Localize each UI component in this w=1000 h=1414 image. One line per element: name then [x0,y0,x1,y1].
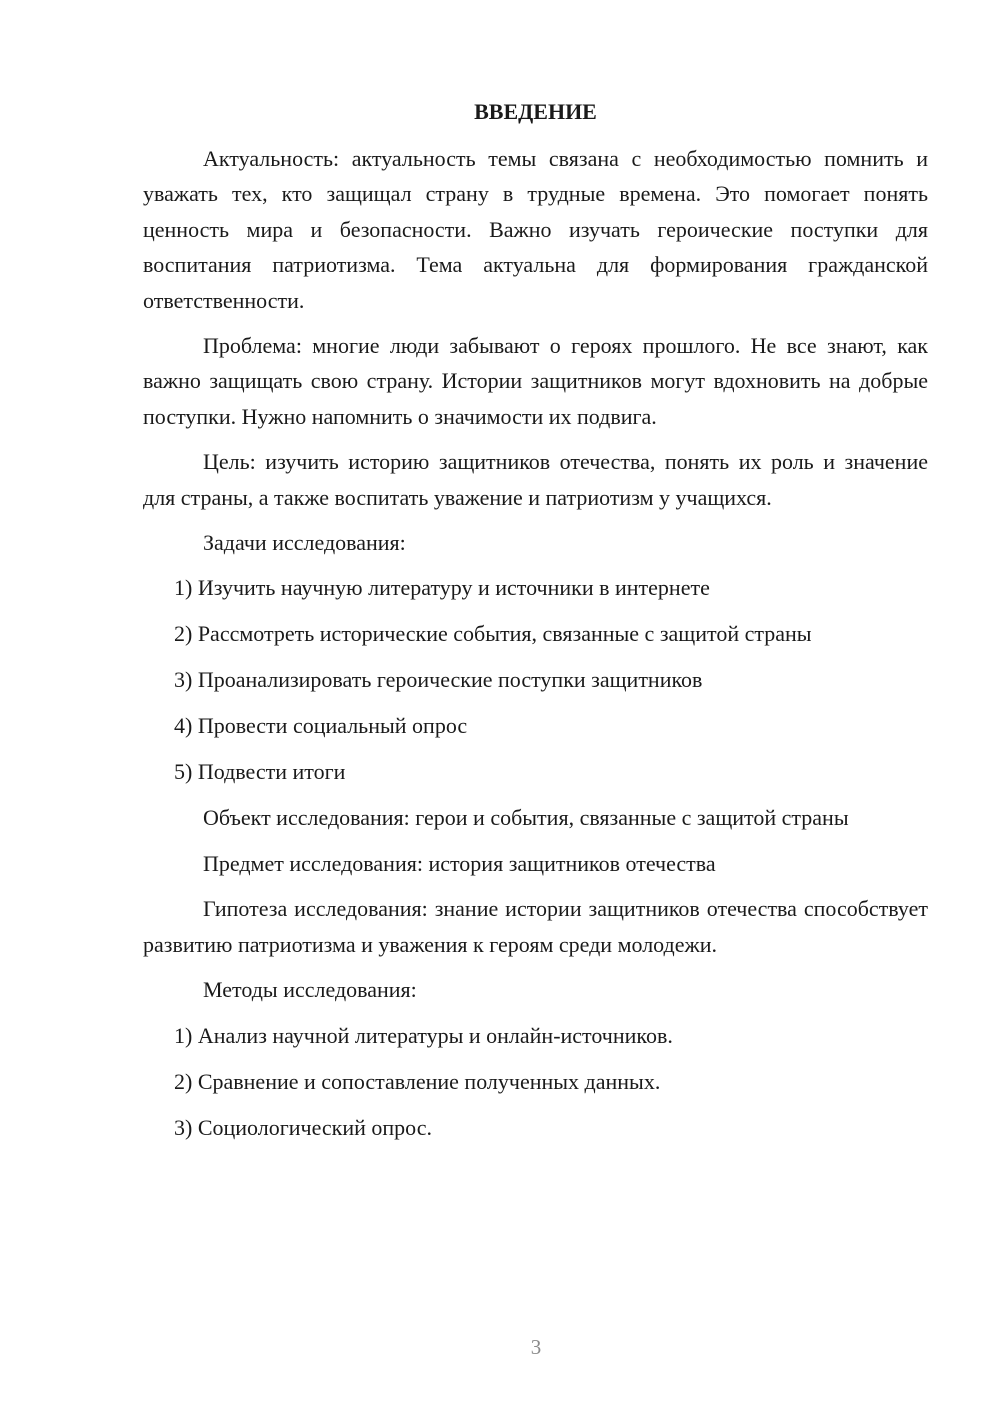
list-item: 1) Анализ научной литературы и онлайн-источников. [174,1022,673,1048]
list-item: 3) Социологический опрос. [174,1114,432,1140]
list-item: 5) Подвести итоги [174,759,346,785]
paragraph-object: Объект исследования: герои и события, связанные с защитой страны [203,805,849,831]
paragraph-problem: Проблема: многие люди забывают о героях прошлого. Не все знают, как важно защищать свою страну. Истории защитников могут вдохновить на добрые поступки. Нужно напомнить о значимости их подвига. [143,333,928,429]
list-item: 3) Проанализировать героические поступки защитников [174,667,703,693]
paragraph-hypothesis: Гипотеза исследования: знание истории защитников отечества способствует развитию патриотизма и уважения к героям среди молодежи. [143,896,928,957]
tasks-list [143,570,928,789]
methods-list [143,1018,928,1145]
paragraph-goal: Цель: изучить историю защитников отечества, понять их роль и значение для страны, а также воспитать уважение и патриотизм у учащихся. [143,449,928,510]
section-title: ВВЕДЕНИЕ [474,99,597,124]
list-item: 4) Провести социальный опрос [174,713,468,739]
list-item: 2) Сравнение и сопоставление полученных данных. [174,1068,661,1094]
page-content [143,94,928,1156]
tasks-heading: Задачи исследования: [203,530,406,556]
page-number: 3 [530,1335,542,1359]
paragraph-subject: Предмет исследования: история защитников отечества [203,850,716,876]
list-item: 2) Рассмотреть исторические события, связанные с защитой страны [174,621,812,647]
paragraph-relevance: Актуальность: актуальность темы связана с необходимостью помнить и уважать тех, кто защищал страну в трудные времена. Это помогает понять ценность мира и безопасности. Важно изучать героические поступки для воспитания патриотизма. Тема актуальна для формирования гражданской ответственности. [143,146,928,313]
methods-heading: Методы исследования: [203,977,417,1003]
list-item: 1) Изучить научную литературу и источники в интернете [174,575,710,601]
